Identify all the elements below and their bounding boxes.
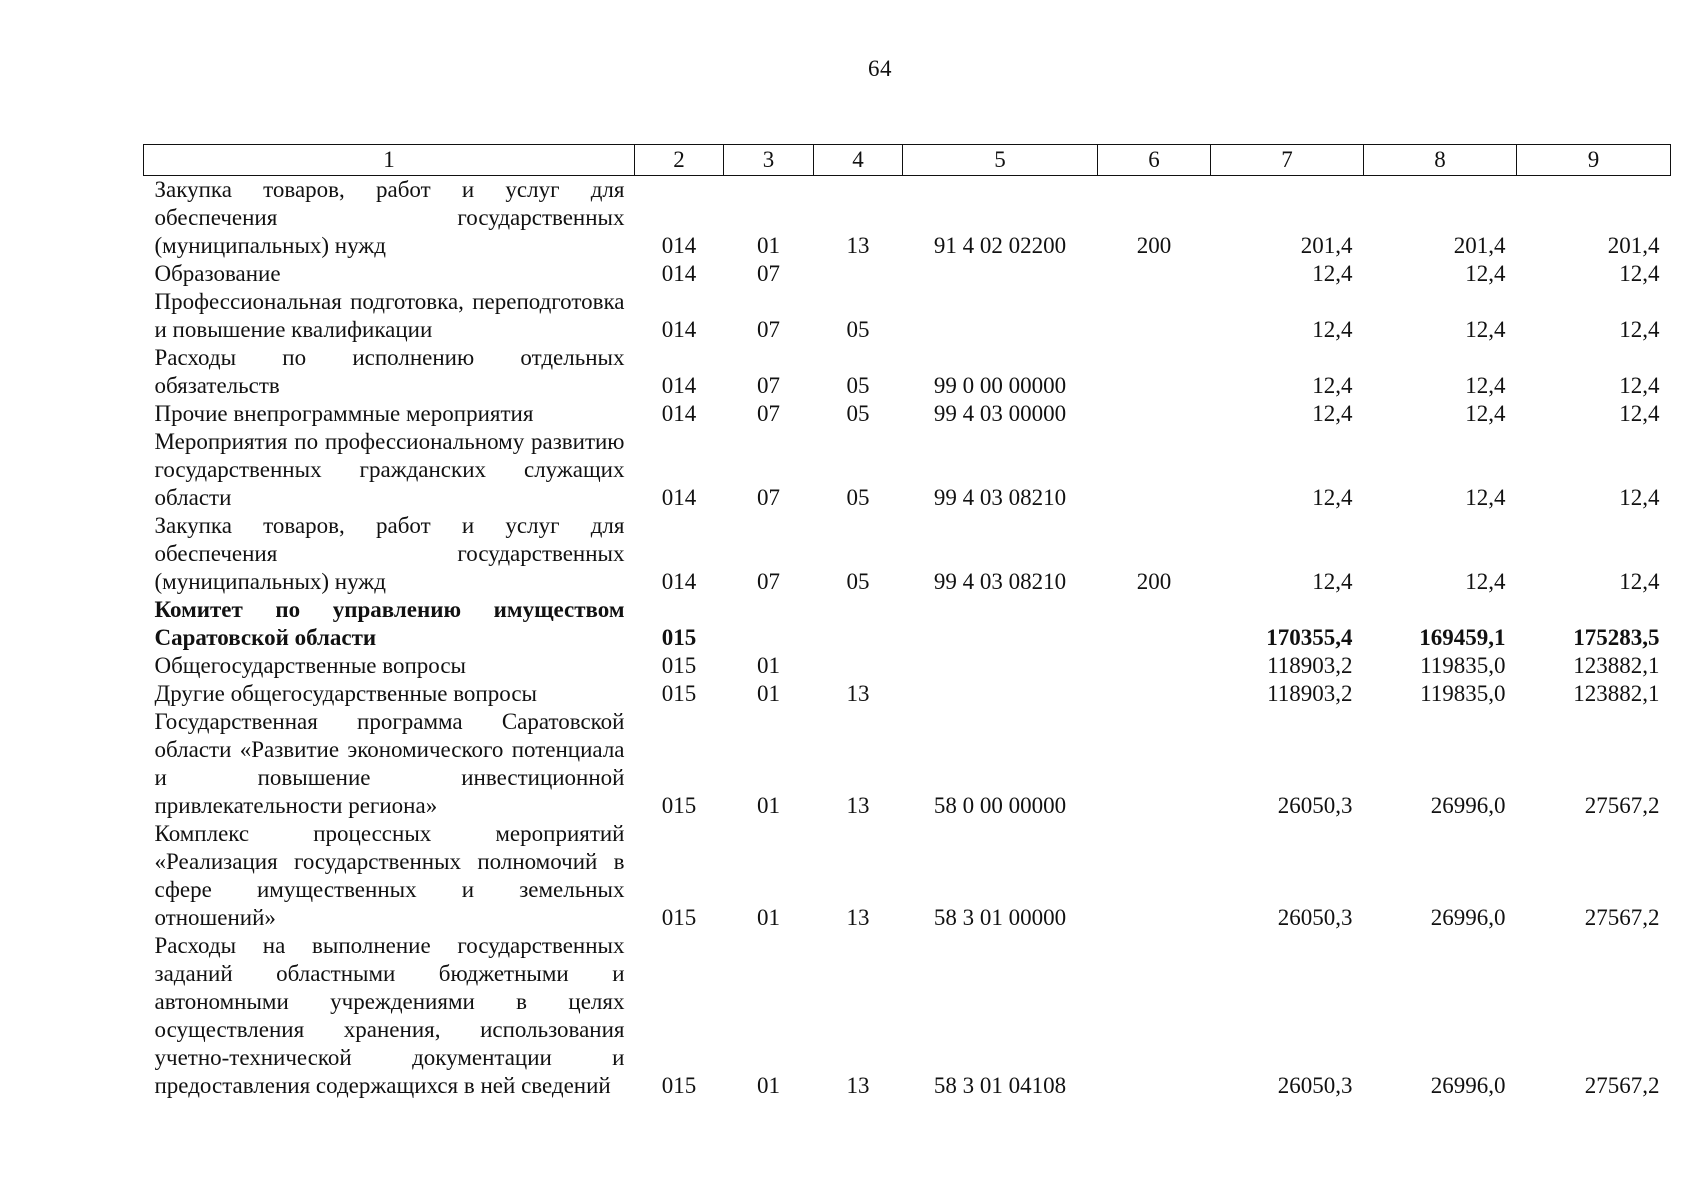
cell-amount-col8: 12,4 bbox=[1465, 317, 1506, 342]
cell-amount-col9: 12,4 bbox=[1619, 373, 1660, 398]
column-header-4: 4 bbox=[814, 145, 903, 176]
cell-amount-col7: 26050,3 bbox=[1277, 905, 1353, 930]
cell-amount-col8: 119835,0 bbox=[1420, 653, 1506, 678]
cell-amount-col7: 118903,2 bbox=[1267, 681, 1353, 706]
table-row bbox=[144, 708, 1671, 820]
cell-name: Мероприятия по профессиональному развитию государственных гражданских служащих области bbox=[154, 429, 625, 510]
cell-subsection: 13 bbox=[846, 905, 870, 930]
cell-expense-type bbox=[1098, 708, 1211, 820]
cell-ministry-code: 015 bbox=[661, 793, 697, 818]
cell-amount-col9: 123882,1 bbox=[1573, 681, 1660, 706]
cell-expense-type bbox=[1098, 288, 1211, 344]
cell-subsection: 05 bbox=[846, 485, 870, 510]
cell-ministry-code: 015 bbox=[661, 681, 697, 706]
cell-amount-col7: 170355,4 bbox=[1266, 625, 1353, 650]
cell-amount-col9: 12,4 bbox=[1619, 401, 1660, 426]
table-body bbox=[144, 176, 1671, 1101]
cell-section: 07 bbox=[757, 569, 780, 594]
cell-name: Профессиональная подготовка, переподготовка и повышение квалификации bbox=[154, 289, 625, 342]
cell-name: Комитет по управлению имуществом Саратовской области bbox=[154, 597, 625, 650]
cell-target-article bbox=[903, 680, 1098, 708]
cell-target-article bbox=[903, 260, 1098, 288]
cell-name: Комплекс процессных мероприятий «Реализация государственных полномочий в сфере имущественных и земельных отношений» bbox=[154, 821, 625, 930]
table-row bbox=[144, 400, 1671, 428]
cell-amount-col9: 12,4 bbox=[1619, 317, 1660, 342]
cell-ministry-code: 015 bbox=[661, 905, 697, 930]
table-row bbox=[144, 512, 1671, 596]
page-number: 64 bbox=[868, 56, 892, 81]
cell-subsection bbox=[814, 260, 903, 288]
cell-name: Образование bbox=[154, 261, 281, 286]
cell-subsection: 05 bbox=[846, 373, 870, 398]
cell-section: 01 bbox=[757, 681, 780, 706]
cell-amount-col8: 12,4 bbox=[1465, 261, 1506, 286]
cell-amount-col9: 12,4 bbox=[1619, 261, 1660, 286]
cell-expense-type bbox=[1098, 400, 1211, 428]
cell-amount-col9: 123882,1 bbox=[1573, 653, 1660, 678]
cell-target-article: 58 0 00 00000 bbox=[933, 793, 1067, 818]
cell-section: 07 bbox=[757, 261, 780, 286]
cell-target-article: 99 4 03 08210 bbox=[933, 569, 1067, 594]
cell-ministry-code: 015 bbox=[661, 653, 697, 678]
cell-target-article: 99 4 03 08210 bbox=[933, 485, 1067, 510]
cell-ministry-code: 014 bbox=[661, 569, 697, 594]
cell-expense-type bbox=[1098, 344, 1211, 400]
cell-ministry-code: 014 bbox=[661, 373, 697, 398]
cell-subsection: 05 bbox=[846, 317, 870, 342]
cell-name: Государственная программа Саратовской области «Развитие экономического потенциала и повышение инвестиционной привлекательности региона» bbox=[154, 709, 625, 818]
cell-subsection: 13 bbox=[846, 233, 870, 258]
column-header-8: 8 bbox=[1364, 145, 1517, 176]
cell-amount-col7: 118903,2 bbox=[1267, 653, 1353, 678]
table-row bbox=[144, 176, 1671, 261]
table-row bbox=[144, 288, 1671, 344]
table-row bbox=[144, 652, 1671, 680]
cell-expense-type bbox=[1098, 652, 1211, 680]
cell-name: Прочие внепрограммные мероприятия bbox=[154, 401, 534, 426]
cell-amount-col9: 27567,2 bbox=[1584, 1073, 1660, 1098]
cell-amount-col7: 12,4 bbox=[1312, 373, 1353, 398]
column-header-3: 3 bbox=[724, 145, 814, 176]
cell-amount-col8: 119835,0 bbox=[1420, 681, 1506, 706]
cell-section: 01 bbox=[757, 653, 780, 678]
table-header bbox=[144, 145, 1671, 176]
cell-amount-col7: 26050,3 bbox=[1277, 793, 1353, 818]
cell-target-article bbox=[903, 596, 1098, 652]
column-header-1: 1 bbox=[144, 145, 635, 176]
cell-section: 07 bbox=[757, 401, 780, 426]
cell-target-article: 58 3 01 00000 bbox=[933, 905, 1067, 930]
cell-ministry-code: 014 bbox=[661, 401, 697, 426]
cell-amount-col7: 12,4 bbox=[1312, 569, 1353, 594]
table-row bbox=[144, 680, 1671, 708]
cell-expense-type: 200 bbox=[1136, 233, 1172, 258]
cell-amount-col7: 12,4 bbox=[1312, 485, 1353, 510]
cell-amount-col9: 12,4 bbox=[1619, 569, 1660, 594]
table-row bbox=[144, 596, 1671, 652]
cell-amount-col7: 26050,3 bbox=[1277, 1073, 1353, 1098]
table-row bbox=[144, 260, 1671, 288]
cell-target-article: 99 4 03 00000 bbox=[933, 401, 1067, 426]
cell-section: 07 bbox=[757, 373, 780, 398]
cell-expense-type bbox=[1098, 596, 1211, 652]
cell-amount-col7: 12,4 bbox=[1312, 317, 1353, 342]
cell-amount-col9: 12,4 bbox=[1619, 485, 1660, 510]
column-header-9: 9 bbox=[1517, 145, 1671, 176]
cell-subsection: 13 bbox=[846, 793, 870, 818]
cell-section: 01 bbox=[757, 1073, 780, 1098]
cell-expense-type bbox=[1098, 932, 1211, 1100]
column-header-6: 6 bbox=[1098, 145, 1211, 176]
column-header-2: 2 bbox=[635, 145, 724, 176]
column-header-5: 5 bbox=[903, 145, 1098, 176]
cell-expense-type bbox=[1098, 680, 1211, 708]
table-row bbox=[144, 344, 1671, 400]
table-row bbox=[144, 428, 1671, 512]
cell-amount-col9: 175283,5 bbox=[1573, 625, 1660, 650]
cell-amount-col8: 12,4 bbox=[1465, 373, 1506, 398]
cell-amount-col7: 12,4 bbox=[1312, 261, 1353, 286]
cell-subsection: 13 bbox=[846, 681, 870, 706]
cell-amount-col8: 169459,1 bbox=[1419, 625, 1506, 650]
cell-section: 07 bbox=[757, 485, 780, 510]
cell-expense-type bbox=[1098, 260, 1211, 288]
cell-section: 01 bbox=[757, 233, 780, 258]
cell-amount-col9: 201,4 bbox=[1607, 233, 1660, 258]
cell-section: 01 bbox=[757, 793, 780, 818]
table-row bbox=[144, 820, 1671, 932]
cell-target-article bbox=[903, 288, 1098, 344]
cell-subsection: 05 bbox=[846, 569, 870, 594]
cell-target-article: 58 3 01 04108 bbox=[933, 1073, 1067, 1098]
cell-section: 07 bbox=[757, 317, 780, 342]
cell-ministry-code: 014 bbox=[661, 317, 697, 342]
cell-name: Закупка товаров, работ и услуг для обеспечения государственных (муниципальных) нужд bbox=[154, 177, 625, 258]
cell-subsection: 05 bbox=[846, 401, 870, 426]
cell-name: Расходы по исполнению отдельных обязательств bbox=[154, 345, 625, 398]
cell-amount-col8: 201,4 bbox=[1453, 233, 1506, 258]
cell-amount-col8: 26996,0 bbox=[1430, 905, 1506, 930]
cell-amount-col9: 27567,2 bbox=[1584, 905, 1660, 930]
cell-amount-col8: 12,4 bbox=[1465, 401, 1506, 426]
budget-table bbox=[143, 144, 1671, 1100]
cell-expense-type bbox=[1098, 820, 1211, 932]
cell-amount-col8: 12,4 bbox=[1465, 485, 1506, 510]
table-row bbox=[144, 932, 1671, 1100]
header-row bbox=[144, 145, 1671, 176]
cell-section bbox=[724, 596, 814, 652]
column-header-7: 7 bbox=[1211, 145, 1364, 176]
cell-target-article bbox=[903, 652, 1098, 680]
cell-subsection: 13 bbox=[846, 1073, 870, 1098]
cell-ministry-code: 015 bbox=[661, 1073, 697, 1098]
cell-name: Закупка товаров, работ и услуг для обеспечения государственных (муниципальных) нужд bbox=[154, 513, 625, 594]
cell-expense-type bbox=[1098, 428, 1211, 512]
cell-subsection bbox=[814, 652, 903, 680]
cell-target-article: 91 4 02 02200 bbox=[933, 233, 1067, 258]
cell-ministry-code: 015 bbox=[661, 625, 697, 650]
cell-name: Другие общегосударственные вопросы bbox=[154, 681, 537, 706]
cell-amount-col9: 27567,2 bbox=[1584, 793, 1660, 818]
cell-expense-type: 200 bbox=[1136, 569, 1172, 594]
cell-amount-col8: 12,4 bbox=[1465, 569, 1506, 594]
cell-amount-col7: 12,4 bbox=[1312, 401, 1353, 426]
cell-ministry-code: 014 bbox=[661, 485, 697, 510]
cell-amount-col7: 201,4 bbox=[1300, 233, 1353, 258]
cell-target-article: 99 0 00 00000 bbox=[933, 373, 1067, 398]
cell-amount-col8: 26996,0 bbox=[1430, 793, 1506, 818]
cell-ministry-code: 014 bbox=[661, 233, 697, 258]
cell-section: 01 bbox=[757, 905, 780, 930]
cell-ministry-code: 014 bbox=[661, 261, 697, 286]
cell-amount-col8: 26996,0 bbox=[1430, 1073, 1506, 1098]
cell-subsection bbox=[814, 596, 903, 652]
cell-name: Расходы на выполнение государственных заданий областными бюджетными и автономными учреждениями в целях осуществления хранения, использования учетно-технической документации и предоставления содержащихся в ней сведений bbox=[154, 933, 625, 1098]
cell-name: Общегосударственные вопросы bbox=[154, 653, 466, 678]
